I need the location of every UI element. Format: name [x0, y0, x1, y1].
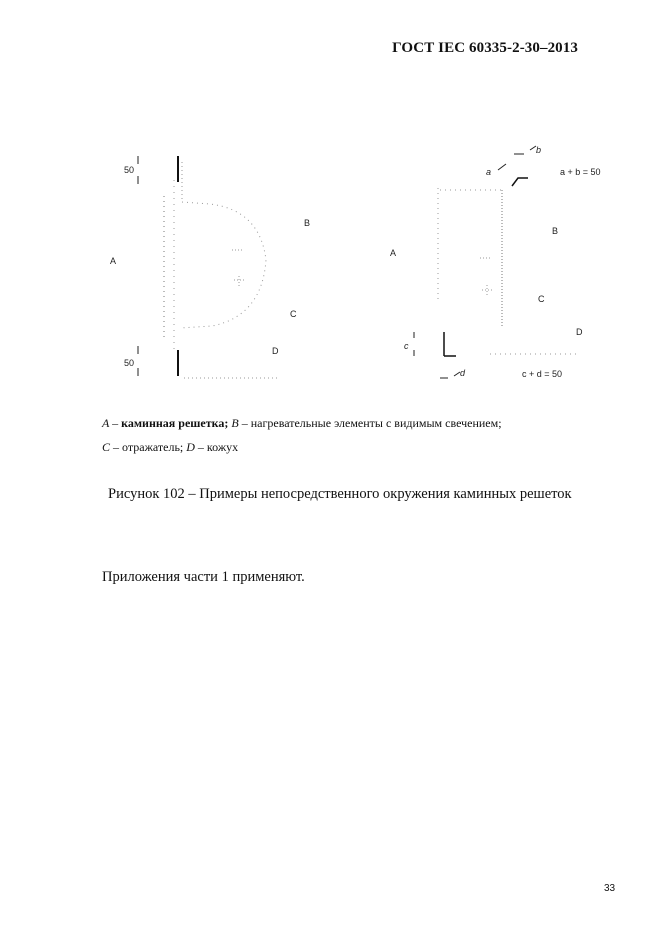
left-label-b: B: [304, 218, 311, 228]
left-label-c: C: [290, 309, 297, 319]
left-dim-bottom: 50: [124, 358, 135, 368]
left-dim-top: 50: [124, 165, 135, 175]
legend-letter-c: C –: [102, 440, 120, 454]
legend-text-a: каминная решетка;: [121, 416, 229, 430]
right-dim-b: b: [536, 145, 542, 155]
right-dim-c: c: [404, 341, 409, 351]
left-label-d: D: [272, 346, 279, 356]
right-diagram: [390, 145, 601, 379]
page-number: 33: [604, 883, 616, 894]
legend-letter-d: D: [186, 440, 195, 454]
legend-letter-b: B –: [231, 416, 248, 430]
body-paragraph: Приложения части 1 применяют.: [102, 569, 305, 585]
right-label-a: A: [390, 248, 397, 258]
document-header: ГОСТ IEC 60335-2-30–2013: [392, 40, 578, 56]
right-label-c: C: [538, 294, 545, 304]
legend-letter-a: A –: [102, 416, 119, 430]
left-label-a: A: [110, 256, 117, 266]
legend-text-c: отражатель;: [122, 440, 184, 454]
legend-text-d: – кожух: [197, 440, 239, 454]
formula-a-plus-b: a + b = 50: [560, 167, 601, 177]
right-dim-a: a: [486, 167, 492, 177]
legend-text-b: нагревательные элементы с видимым свечением;: [250, 416, 502, 430]
figure-caption: Рисунок 102 – Примеры непосредственного окружения каминных решеток: [108, 486, 572, 502]
figure-102: [100, 140, 620, 390]
right-label-d: D: [576, 327, 583, 337]
left-diagram: [110, 156, 310, 378]
formula-c-plus-d: c + d = 50: [522, 369, 563, 379]
right-dim-d: d: [460, 368, 466, 378]
figure-legend-line-1: [102, 416, 502, 431]
figure-legend-line-2: [102, 440, 238, 455]
right-label-b: B: [552, 226, 559, 236]
figure-drawing: [100, 140, 620, 390]
